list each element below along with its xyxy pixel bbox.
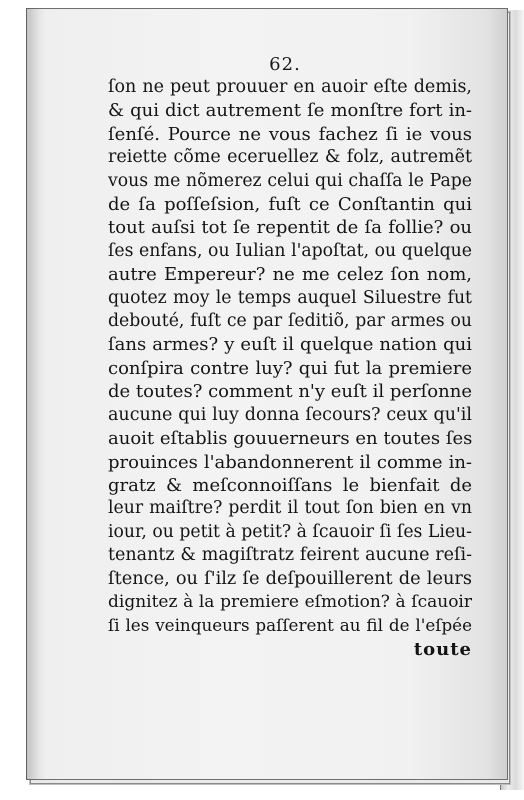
text-line: autre Empereur? ne me celez ſon nom, bbox=[108, 264, 472, 286]
text-line: quotez moy le temps auquel Siluestre fut bbox=[108, 287, 472, 308]
text-line: tout auſsi tot ſe repentit de ſa follie? ou bbox=[108, 217, 472, 239]
text-line: conſpira contre luy? qui fut la premiere bbox=[108, 357, 472, 379]
text-line: de ſa poſſeſsion, fuſt ce Conſtantin qui bbox=[108, 194, 472, 216]
text-line: ſtence, ou ſ'ilz ſe deſpouillerent de leurs bbox=[108, 568, 472, 589]
text-line: reiette cõme eceruellez & folz, autremẽt bbox=[108, 147, 472, 168]
text-line: ſon ne peut prouuer en auoir eſte demis, bbox=[108, 77, 472, 97]
catchword: toute bbox=[413, 638, 472, 660]
text-line: iour, ou petit à petit? à ſcauoir ſi ſes Lieu- bbox=[108, 521, 472, 542]
text-line: vous me nõmerez celui qui chaſſa le Pape bbox=[108, 170, 472, 191]
text-line: tenantz & magiſtratz feirent aucune reſi- bbox=[108, 545, 472, 566]
text-line: aucune qui luy donna ſecours? ceux qu'il bbox=[108, 404, 472, 425]
text-line: debouté, fuſt ce par ſeditiõ, par armes ou bbox=[108, 311, 472, 332]
text-line: ſans armes? y euſt il quelque nation qui bbox=[108, 334, 472, 356]
text-line: ſi les veinqueurs paſſerent au fil de l'eſpée bbox=[108, 615, 472, 636]
text-line: prouinces l'abandonnerent il comme in- bbox=[108, 451, 472, 473]
text-line: ſes enfans, ou Iulian l'apoſtat, ou quelque bbox=[108, 240, 472, 261]
text-line: & qui dict autrement ſe monſtre fort in- bbox=[108, 100, 472, 122]
text-line: ſenſé. Pource ne vous fachez ſi ie vous bbox=[108, 123, 472, 145]
body-text bbox=[108, 76, 472, 661]
gutter-shadow bbox=[26, 8, 40, 780]
text-line: leur maiſtre? perdit il tout ſon bien en vn bbox=[108, 498, 472, 519]
text-line: de toutes? comment n'y euſt il perſonne bbox=[108, 381, 472, 403]
text-line: gratz & meſconnoiſſans le bienfait de bbox=[108, 474, 472, 496]
text-line: dignitez à la premiere eſmotion? à ſcauoir bbox=[108, 591, 472, 612]
text-line: auoit eſtablis gouuerneurs en toutes ſes bbox=[108, 428, 473, 450]
page-number: 62. bbox=[269, 54, 301, 75]
